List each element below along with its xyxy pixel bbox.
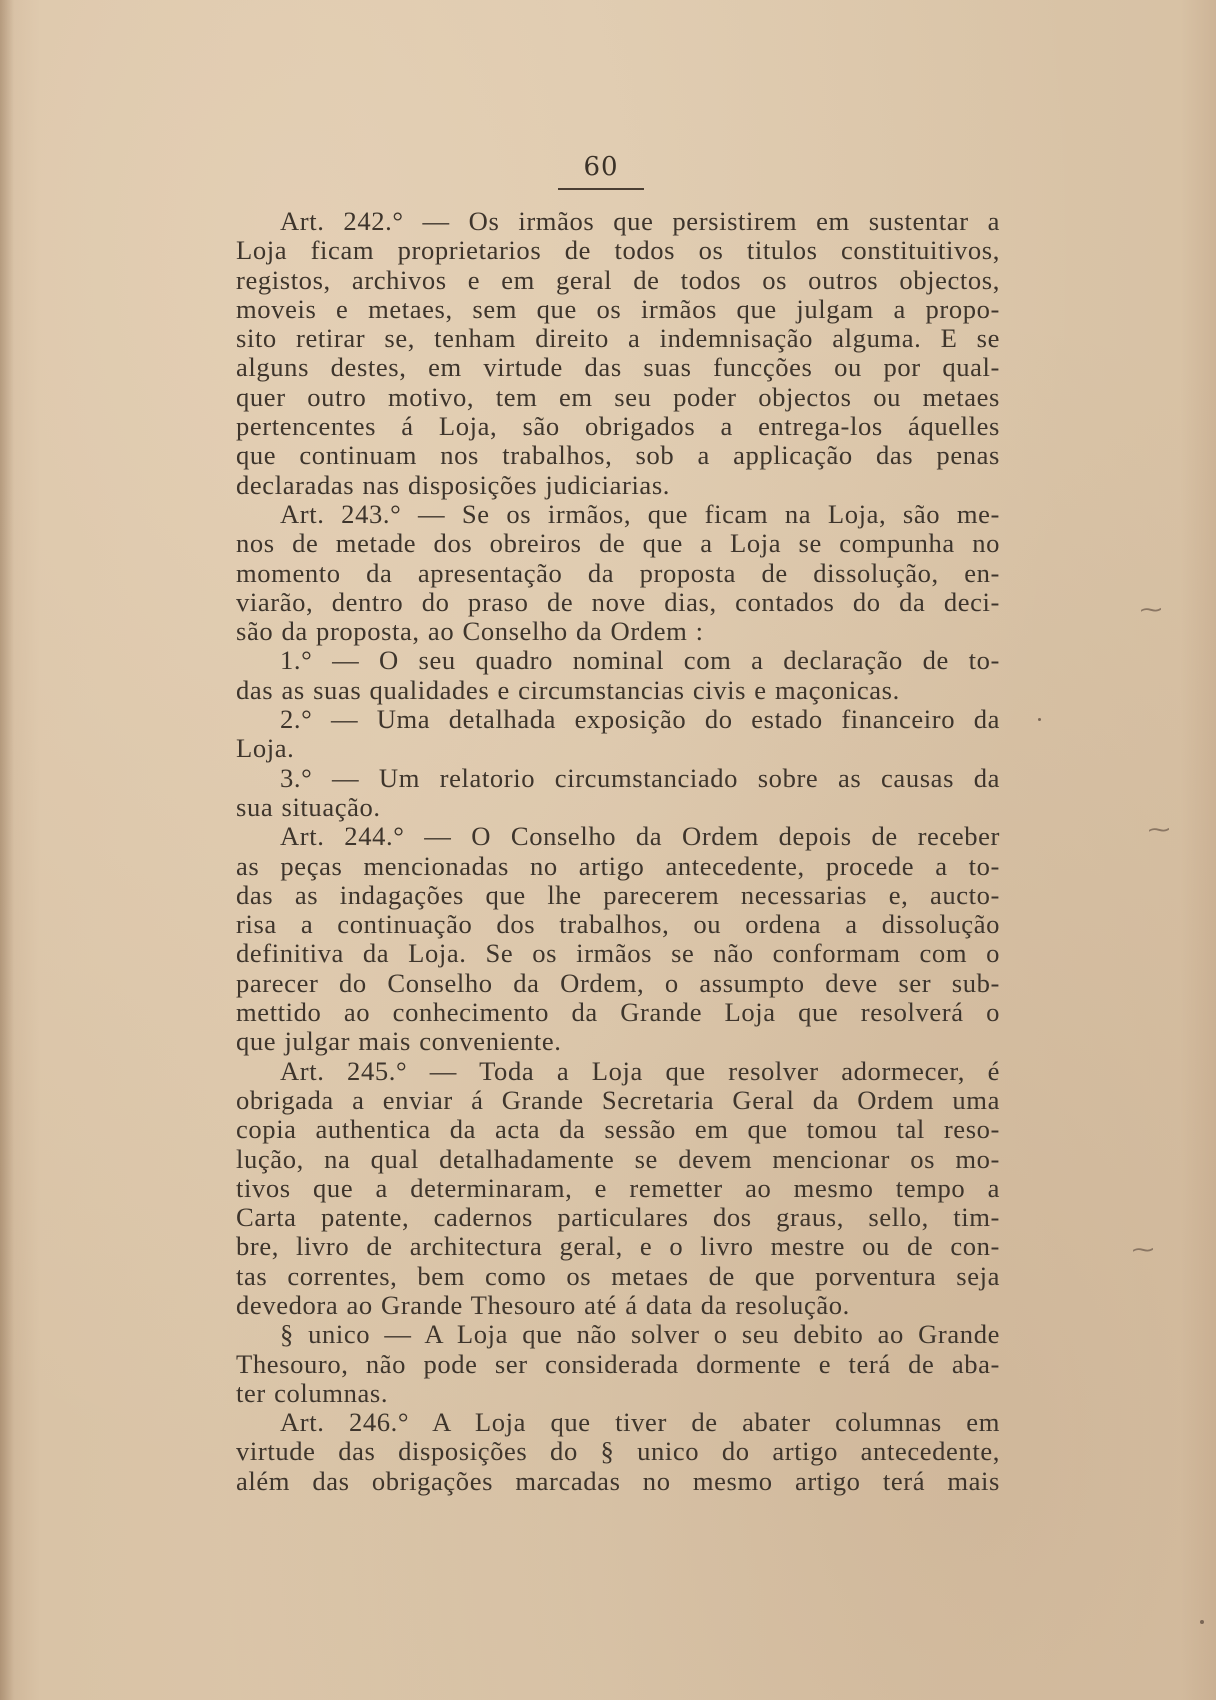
header-rule: [558, 188, 644, 190]
text-line: risa a continuação dos trabalhos, ou ordena a dissolução: [236, 909, 1000, 940]
page-header: [558, 150, 644, 190]
text-line: quer outro motivo, tem em seu poder objectos ou metaes: [236, 381, 1000, 412]
text-line: registos, archivos e em geral de todos os outros objectos,: [236, 264, 1000, 295]
page-binding-shadow: [0, 0, 14, 1700]
list-item-line: 1.° — O seu quadro nominal com a declaração de to-: [280, 645, 1000, 676]
text-line: são da proposta, ao Conselho da Ordem :: [236, 616, 704, 647]
text-line: Carta patente, cadernos particulares dos graus, sello, tim-: [236, 1202, 1000, 1233]
paper-speck: [1200, 1620, 1204, 1624]
article-245: [236, 1057, 1000, 1409]
text-line: Art. 246.° A Loja que tiver de abater columnas em: [280, 1407, 1000, 1438]
text-line: tivos que a determinaram, e remetter ao mesmo tempo a: [236, 1172, 1000, 1203]
text-line: devedora ao Grande Thesouro até á data da resolução.: [236, 1289, 850, 1320]
margin-pencil-mark: ⁓: [1140, 598, 1162, 623]
text-line: das as indagações que lhe parecerem necessarias e, aucto-: [236, 879, 1000, 910]
list-item-line: Loja.: [236, 733, 295, 764]
article-244: [236, 822, 1000, 1056]
text-line: que julgar mais conveniente.: [236, 1026, 562, 1057]
text-line: além das obrigações marcadas no mesmo artigo terá mais: [236, 1465, 1000, 1496]
margin-pencil-mark: ⁓: [1132, 1238, 1154, 1263]
list-item-line: 2.° — Uma detalhada exposição do estado financeiro da: [280, 704, 1000, 735]
paragraph-unico-line: Thesouro, não pode ser considerada dormente e terá de aba-: [236, 1348, 1000, 1379]
text-line: pertencentes á Loja, são obrigados a entrega-los áquelles: [236, 411, 1000, 442]
text-line: tas correntes, bem como os metaes de que porventura seja: [236, 1260, 1000, 1291]
text-line: as peças mencionadas no artigo antecedente, procede a to-: [236, 850, 1000, 881]
paragraph-unico-line: § unico — A Loja que não solver o seu debito ao Grande: [280, 1319, 1000, 1350]
text-line: Art. 242.° — Os irmãos que persistirem em sustentar a: [280, 206, 1000, 236]
text-line: Art. 245.° — Toda a Loja que resolver adormecer, é: [280, 1055, 1000, 1086]
text-line: viarão, dentro do praso de nove dias, contados do da deci-: [236, 586, 1000, 617]
text-line: mettido ao conhecimento da Grande Loja que resolverá o: [236, 997, 1000, 1028]
margin-pencil-mark: ⁓: [1148, 818, 1170, 843]
list-item-line: das as suas qualidades e circumstancias civis e maçonicas.: [236, 674, 900, 705]
text-line: momento da apresentação da proposta de dissolução, en-: [236, 557, 1000, 588]
list-item-line: sua situação.: [236, 791, 381, 822]
text-line: que continuam nos trabalhos, sob a applicação das penas: [236, 440, 1000, 471]
article-243: [236, 500, 1000, 822]
text-line: lução, na qual detalhadamente se devem mencionar os mo-: [236, 1143, 1000, 1174]
body-text: [236, 207, 1000, 1496]
text-line: declaradas nas disposições judiciarias.: [236, 469, 671, 500]
article-242: [236, 207, 1000, 500]
text-line: Loja ficam proprietarios de todos os titulos constituitivos,: [236, 235, 1000, 266]
paper-speck: [1038, 718, 1041, 721]
list-item-line: 3.° — Um relatorio circumstanciado sobre as causas da: [280, 762, 1000, 793]
text-line: virtude das disposições do § unico do artigo antecedente,: [236, 1436, 1000, 1467]
text-line: parecer do Conselho da Ordem, o assumpto deve ser sub-: [236, 967, 1000, 998]
text-line: definitiva da Loja. Se os irmãos se não conformam com o: [236, 938, 1000, 969]
text-line: obrigada a enviar á Grande Secretaria Geral da Ordem uma: [236, 1084, 1000, 1115]
paragraph-unico-line: ter columnas.: [236, 1377, 389, 1408]
text-line: bre, livro de architectura geral, e o livro mestre ou de con-: [236, 1231, 1000, 1262]
text-line: nos de metade dos obreiros de que a Loja se compunha no: [236, 528, 1000, 559]
text-line: Art. 244.° — O Conselho da Ordem depois de receber: [280, 821, 1000, 852]
text-line: alguns destes, em virtude das suas funcções ou por qual-: [236, 352, 1000, 383]
text-line: copia authentica da acta da sessão em que tomou tal reso-: [236, 1114, 1000, 1145]
article-246: [236, 1408, 1000, 1496]
page-number: 60: [583, 152, 619, 182]
text-line: moveis e metaes, sem que os irmãos que julgam a propo-: [236, 293, 1000, 324]
text-line: Art. 243.° — Se os irmãos, que ficam na Loja, são me-: [280, 498, 1000, 529]
text-line: sito retirar se, tenham direito a indemnisação alguma. E se: [236, 323, 1000, 354]
